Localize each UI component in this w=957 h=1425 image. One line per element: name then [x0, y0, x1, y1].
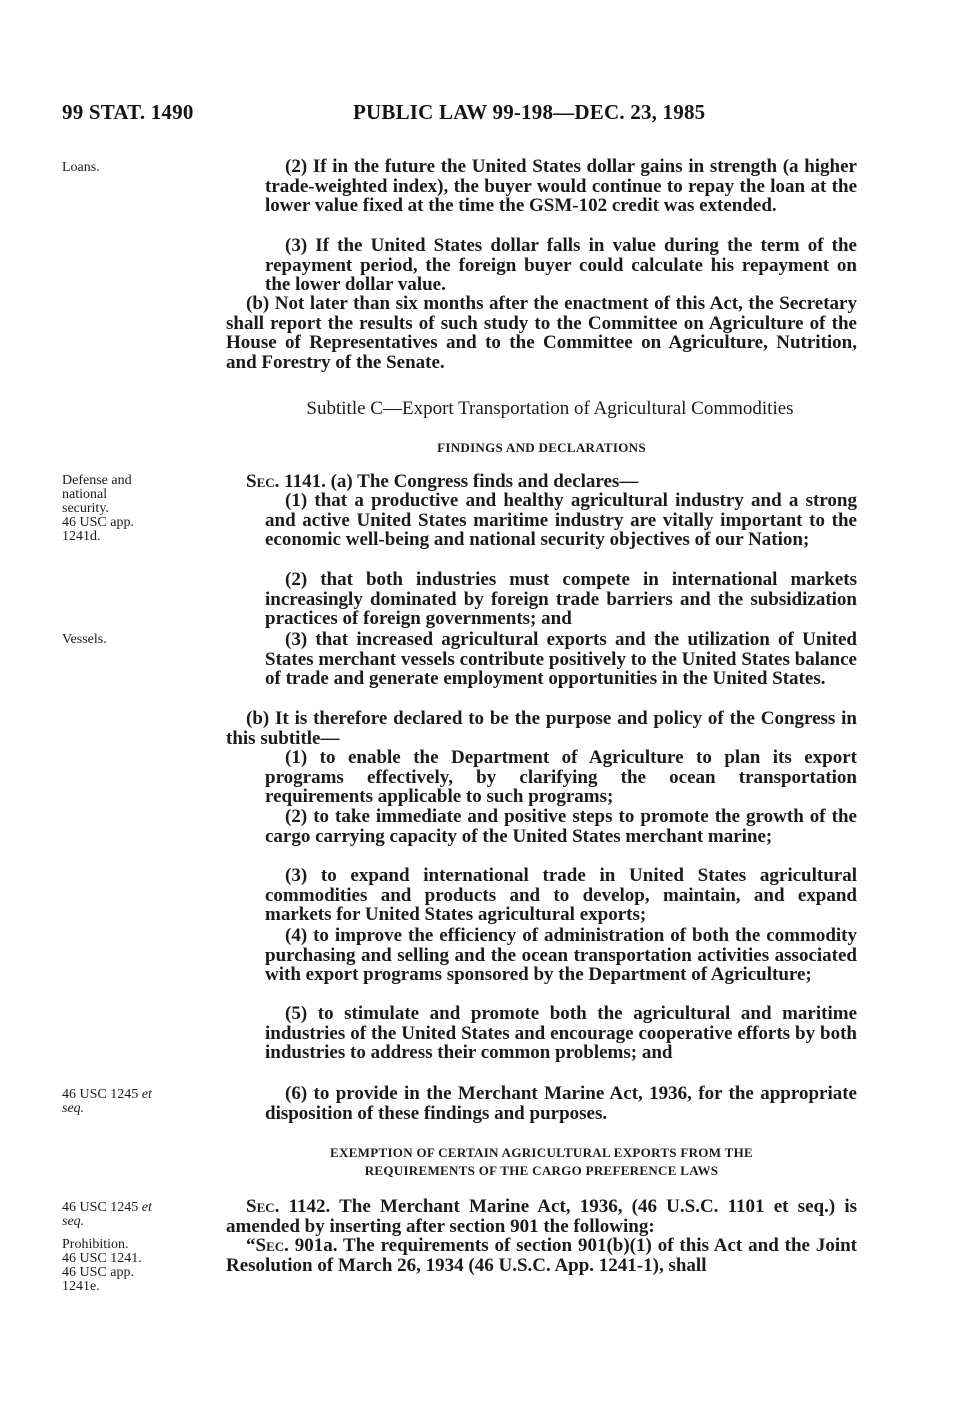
- margin-note-prohibition: Prohibition. 46 USC 1241. 46 USC app. 1241e.: [62, 1237, 142, 1294]
- finding-1: (1) that a productive and healthy agricultural industry and a strong and active United States maritime industry are vitally important to the economic well-being and national security objectives of our Nation;: [265, 490, 857, 550]
- paragraph-2-dollar-gains: (2) If in the future the United States dollar gains in strength (a higher trade-weighted index), the buyer would continue to repay the loan at the lower value fixed at the time the GSM-102 credit was extended.: [265, 156, 857, 216]
- purpose-4: (4) to improve the efficiency of administration of both the commodity purchasing and selling and the ocean transportation activities associated with export programs sponsored by the Department of Agriculture;: [265, 925, 857, 985]
- exemption-heading: EXEMPTION OF CERTAIN AGRICULTURAL EXPORTS FROM THE REQUIREMENTS OF THE CARGO PREFERENCE LAWS: [330, 1145, 753, 1178]
- findings-heading: FINDINGS AND DECLARATIONS: [437, 440, 646, 455]
- paragraph-3-dollar-falls: (3) If the United States dollar falls in value during the term of the repayment period, the foreign buyer could calculate his repayment on the lower dollar value.: [265, 235, 857, 295]
- statute-citation: 99 STAT. 1490: [62, 100, 194, 124]
- purpose-2: (2) to take immediate and positive steps to promote the growth of the cargo carrying capacity of the United States merchant marine;: [265, 806, 857, 847]
- purpose-3: (3) to expand international trade in United States agricultural commodities and products and to develop, maintain, and expand markets for United States agricultural exports;: [265, 865, 857, 925]
- purpose-5: (5) to stimulate and promote both the agricultural and maritime industries of the United States and encourage cooperative efforts by both industries to address their common problems; and: [265, 1003, 857, 1063]
- declaration-b: (b) It is therefore declared to be the purpose and policy of the Congress in this subtitle—: [226, 708, 857, 749]
- section-1142: Sec. 1142. The Merchant Marine Act, 1936, (46 U.S.C. 1101 et seq.) is amended by inserting after section 901 the following:: [226, 1196, 857, 1237]
- margin-note-46usc1245-a: 46 USC 1245 et seq.: [62, 1087, 152, 1116]
- purpose-6: (6) to provide in the Merchant Marine Act, 1936, for the appropriate disposition of these findings and purposes.: [265, 1083, 857, 1124]
- purpose-1: (1) to enable the Department of Agriculture to plan its export programs effectively, by clarifying the ocean transportation requirements applicable to such programs;: [265, 747, 857, 807]
- public-law-title: PUBLIC LAW 99-198—DEC. 23, 1985: [353, 100, 706, 124]
- finding-2: (2) that both industries must compete in international markets increasingly dominated by foreign trade barriers and the subsidization practices of foreign governments; and: [265, 569, 857, 629]
- finding-3: (3) that increased agricultural exports and the utilization of United States merchant vessels contribute positively to the United States balance of trade and generate employment opportunities in the United States.: [265, 629, 857, 689]
- margin-note-vessels: Vessels.: [62, 632, 107, 647]
- margin-note-defense: Defense and national security. 46 USC app. 1241d.: [62, 473, 134, 544]
- margin-note-46usc1245-b: 46 USC 1245 et seq.: [62, 1200, 152, 1229]
- section-901a: “Sec. 901a. The requirements of section 901(b)(1) of this Act and the Joint Resolution of March 26, 1934 (46 U.S.C. App. 1241-1), shall: [226, 1235, 858, 1276]
- margin-note-loans: Loans.: [62, 160, 100, 175]
- section-1141: Sec. 1141. (a) The Congress finds and declares—: [246, 471, 639, 492]
- page-header: [62, 100, 862, 130]
- paragraph-b-report: (b) Not later than six months after the enactment of this Act, the Secretary shall report the results of such study to the Committee on Agriculture of the House of Representatives and to the Committee on Agriculture, Nutrition, and Forestry of the Senate.: [226, 293, 857, 373]
- subtitle-c-heading: Subtitle C—Export Transportation of Agricultural Commodities: [306, 398, 794, 419]
